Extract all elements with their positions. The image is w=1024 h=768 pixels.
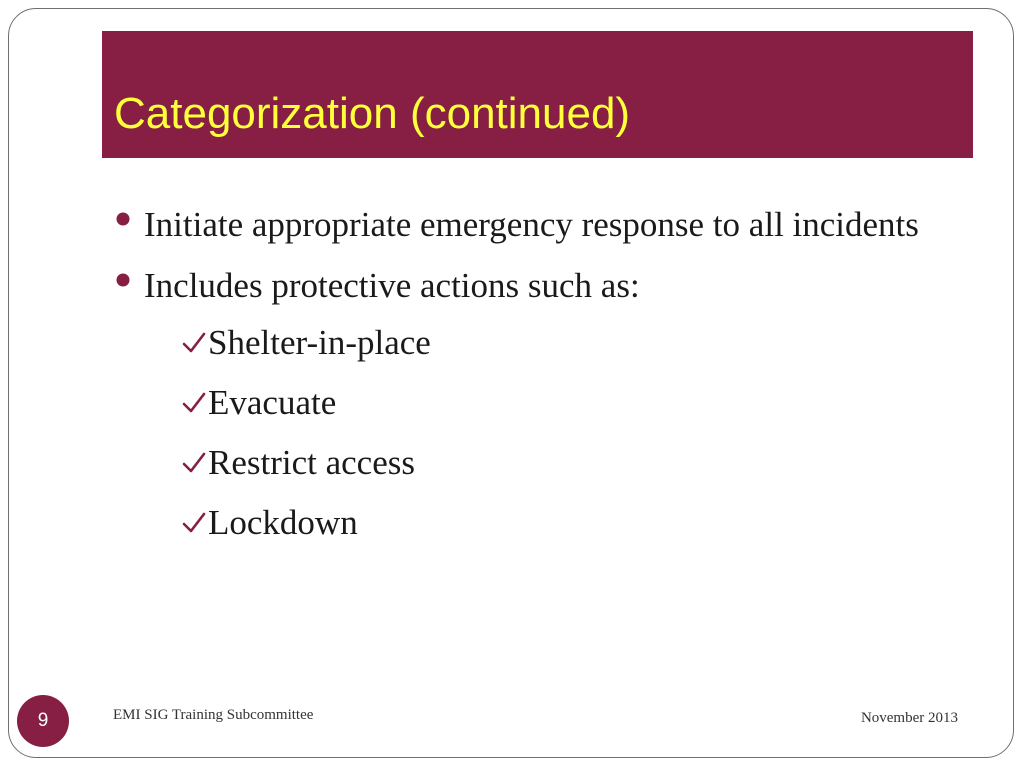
check-mark-icon: [182, 332, 206, 354]
bullet-item: [112, 197, 942, 252]
check-list-item: [112, 373, 942, 433]
bullet-item: [112, 258, 942, 313]
check-item-text: Shelter-in-place: [208, 323, 431, 362]
footer-organization: EMI SIG Training Subcommittee: [113, 707, 314, 723]
page-number-badge: [17, 695, 69, 747]
page-number: 9: [37, 710, 49, 731]
check-list-item: [112, 493, 942, 553]
bullet-text: Includes protective actions such as:: [144, 266, 640, 305]
circle-bullet-icon: [116, 273, 130, 287]
check-list-item: [112, 433, 942, 493]
slide-content: [112, 197, 942, 553]
check-mark-icon: [182, 512, 206, 534]
check-mark-icon: [182, 392, 206, 414]
title-bar: [102, 31, 973, 158]
circle-bullet-icon: [116, 212, 130, 226]
check-item-text: Lockdown: [208, 503, 358, 542]
bullet-text: Initiate appropriate emergency response to all incidents: [144, 205, 919, 244]
check-list-item: [112, 313, 942, 373]
check-item-text: Restrict access: [208, 443, 415, 482]
check-item-text: Evacuate: [208, 383, 337, 422]
footer-date: November 2013: [860, 710, 958, 726]
protective-actions-list: [112, 313, 942, 553]
slide-title: Categorization (continued): [114, 89, 631, 138]
check-mark-icon: [182, 452, 206, 474]
